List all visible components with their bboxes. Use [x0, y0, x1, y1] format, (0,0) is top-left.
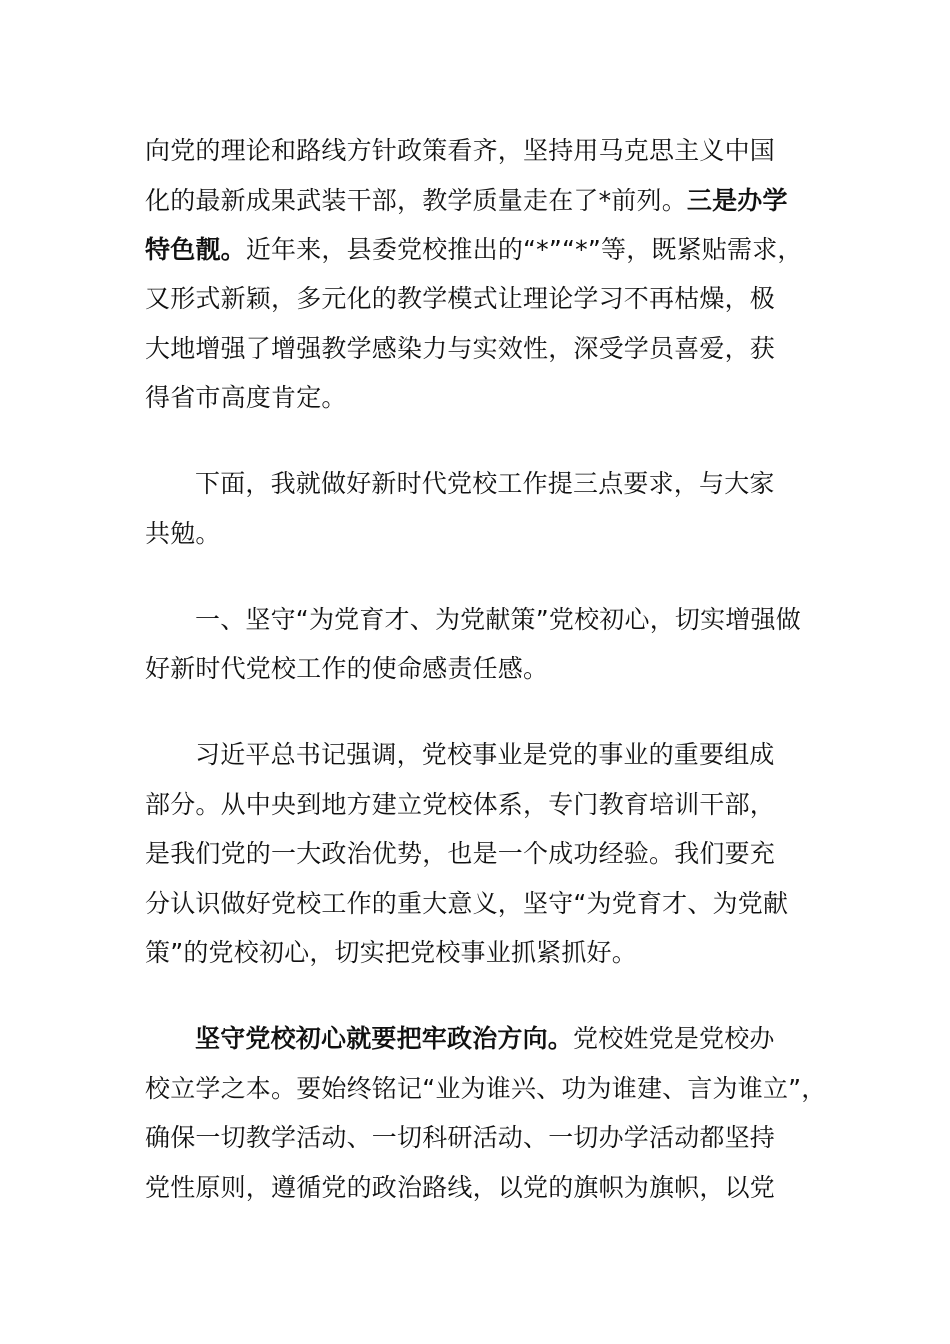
bold-text-run: 三是办学	[686, 186, 788, 215]
text-line	[145, 888, 788, 920]
text-line	[145, 1122, 775, 1154]
text-line	[145, 518, 221, 550]
text-run: 是我们党的一大政治优势，也是一个成功经验。我们要充	[145, 839, 776, 868]
text-run: 校立学之本。要始终铭记“业为谁兴、功为谁建、言为谁立”，	[145, 1074, 827, 1103]
text-run: 分认识做好党校工作的重大意义，坚守“为党育才、为党献	[145, 889, 789, 918]
text-line	[145, 135, 775, 167]
text-run: 好新时代党校工作的使命感责任感。	[145, 654, 549, 683]
text-line	[145, 789, 775, 821]
bold-text-run: 特色靓。	[145, 235, 246, 264]
text-line	[145, 333, 775, 365]
text-run: 策”的党校初心，切实把党校事业抓紧抓好。	[145, 938, 637, 967]
text-line	[145, 185, 788, 217]
section-heading-line	[145, 653, 548, 685]
text-run: 一、坚守“为党育才、为党献策”党校初心，切实增强做	[195, 605, 801, 634]
section-heading-line	[195, 604, 801, 636]
text-run: 大地增强了增强教学感染力与实效性，深受学员喜爱，获	[145, 334, 776, 363]
text-run: 得省市高度肯定。	[145, 383, 347, 412]
text-run: 确保一切教学活动、一切科研活动、一切办学活动都坚持	[145, 1123, 776, 1152]
text-line	[145, 382, 347, 414]
text-line	[145, 1172, 775, 1204]
text-line	[195, 468, 775, 500]
text-run: 共勉。	[145, 519, 221, 548]
text-run: 下面，我就做好新时代党校工作提三点要求，与大家	[195, 469, 775, 498]
text-line	[145, 937, 637, 969]
text-run: 向党的理论和路线方针政策看齐，坚持用马克思主义中国	[145, 136, 776, 165]
text-line	[195, 1023, 775, 1055]
text-line	[145, 1073, 827, 1105]
text-run: 化的最新成果武装干部，教学质量走在了*前列。	[145, 186, 687, 215]
text-run: 习近平总书记强调，党校事业是党的事业的重要组成	[195, 740, 775, 769]
text-line	[145, 838, 775, 870]
text-line	[145, 234, 803, 266]
text-run: 部分。从中央到地方建立党校体系，专门教育培训干部，	[145, 790, 776, 819]
text-run: 又形式新颖，多元化的教学模式让理论学习不再枯燥，极	[145, 284, 776, 313]
text-line	[195, 739, 775, 771]
text-run: 党校姓党是党校办	[573, 1024, 775, 1053]
bold-text-run: 坚守党校初心就要把牢政治方向。	[195, 1024, 574, 1053]
text-run: 党性原则，遵循党的政治路线，以党的旗帜为旗帜，以党	[145, 1173, 776, 1202]
text-line	[145, 283, 775, 315]
text-run: 近年来，县委党校推出的“*”“*”等，既紧贴需求，	[245, 235, 803, 264]
